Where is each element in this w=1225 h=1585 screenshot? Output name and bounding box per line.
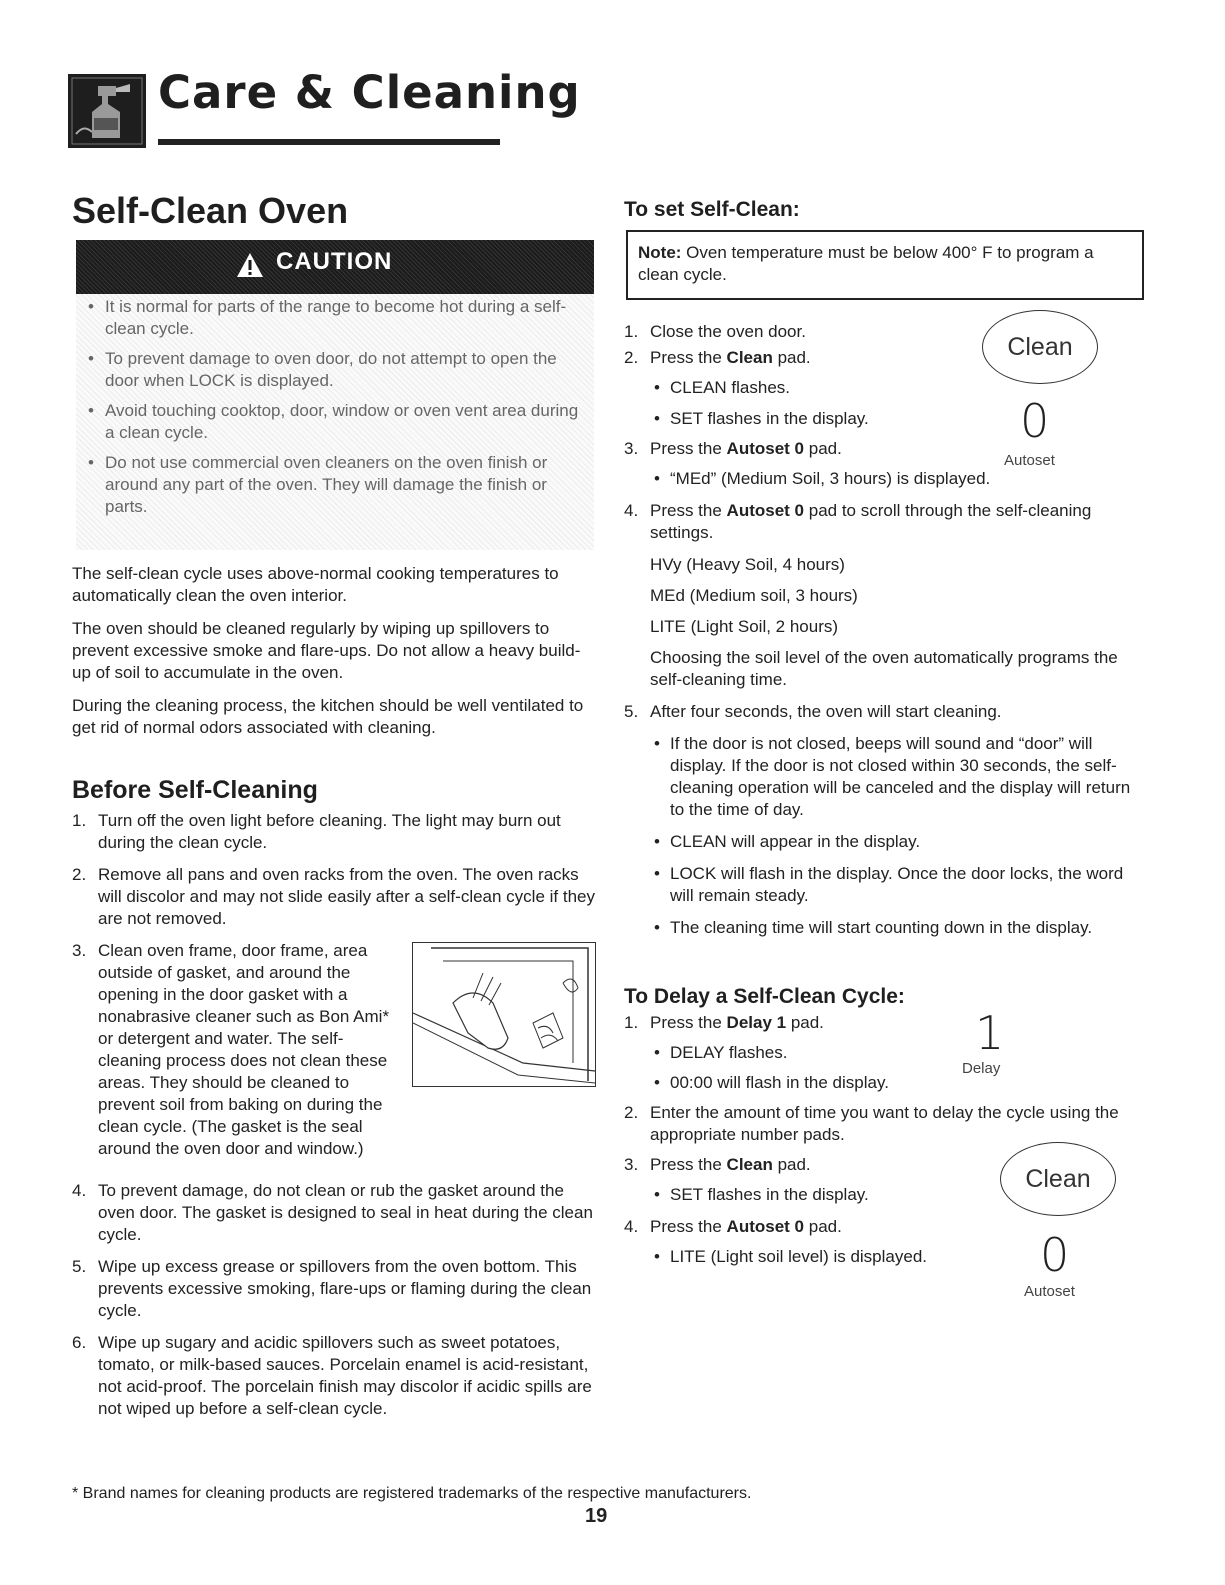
list-item: • The cleaning time will start counting down in the display. [650, 917, 1144, 939]
list-item [624, 1102, 1144, 1146]
list-item: • DELAY flashes. [650, 1042, 1144, 1064]
step-text: Press the [650, 439, 727, 458]
bullet-list [650, 377, 1144, 430]
step-text: pad. [786, 1013, 824, 1032]
list-item [72, 1256, 597, 1322]
step-text: Press the [650, 348, 727, 367]
trademark-footnote: * Brand names for cleaning products are registered trademarks of the respective manufacturers. [72, 1485, 752, 1502]
step-text: Turn off the oven light before cleaning. The light may burn out during the clean cycle. [98, 811, 561, 852]
delay-pad-caption: Delay [962, 1060, 1001, 1077]
soil-level-note: Choosing the soil level of the oven automatically programs the self-cleaning time. [650, 648, 1118, 689]
list-item: • “MEd” (Medium Soil, 3 hours) is displayed. [650, 468, 1144, 490]
step-text: pad. [804, 1217, 842, 1236]
list-item: • SET flashes in the display. [650, 1184, 1144, 1206]
page-heading: Self-Clean Oven [72, 190, 349, 231]
note-body: Oven temperature must be below 400° F to program a clean cycle. [638, 243, 1094, 284]
step-number: 1. [72, 811, 87, 830]
list-item: • SET flashes in the display. [650, 408, 1144, 430]
step-text: Press the [650, 1217, 727, 1236]
autoset-pad-caption: Autoset [1004, 452, 1055, 469]
step-text: Enter the amount of time you want to delay the cycle using the appropriate number pads. [650, 1103, 1119, 1144]
list-item [72, 1332, 597, 1420]
pad-name: Clean [726, 348, 773, 367]
step-number: 5. [72, 1257, 87, 1276]
list-item [624, 438, 1144, 490]
caution-item: • Do not use commercial oven cleaners on the oven finish or around any part of the oven. They will damage the finish or parts. [80, 452, 580, 518]
section-title: Care & Cleaning [158, 66, 581, 119]
care-cleaning-icon [68, 74, 146, 148]
soil-level: MEd (Medium soil, 3 hours) [650, 586, 858, 605]
step-text: Wipe up sugary and acidic spillovers such as sweet potatoes, tomato, or milk-based sauces. Porcelain enamel is acid-resistant, not acid-proof. The porcelain finish may discolor if acidic spills are not wiped up before a self-clean cycle. [98, 1333, 592, 1418]
pad-name: Autoset 0 [726, 1217, 805, 1236]
autoset-pad-caption: Autoset [1024, 1283, 1075, 1300]
intro-paragraph: The oven should be cleaned regularly by wiping up spillovers to prevent excessive smoke and flare-ups. Do not allow a heavy build-up of soil to accumulate in the oven. [72, 619, 581, 682]
bullet-list [650, 1246, 1144, 1268]
set-steps-list [624, 321, 1144, 939]
step-number: 4. [624, 1217, 639, 1236]
clean-pad: Clean [982, 310, 1098, 384]
list-item: • If the door is not closed, beeps will sound and “door” will display. If the door is not closed within 30 seconds, the self-cleaning operation will be canceled and the display will return to the time of day. [650, 733, 1144, 821]
step-text: After four seconds, the oven will start cleaning. [650, 702, 1002, 721]
list-item: • LITE (Light soil level) is displayed. [650, 1246, 1144, 1268]
delay-self-clean-heading: To Delay a Self-Clean Cycle: [624, 985, 905, 1008]
caution-list [80, 296, 580, 526]
list-item: • LOCK will flash in the display. Once the door locks, the word will remain steady. [650, 863, 1144, 907]
caution-title: CAUTION [276, 248, 393, 275]
step-text: Press the [650, 1013, 727, 1032]
soil-level: LITE (Light Soil, 2 hours) [650, 617, 839, 636]
before-self-cleaning-heading: Before Self-Cleaning [72, 776, 318, 804]
bullet-list [650, 733, 1144, 939]
set-self-clean-heading: To set Self-Clean: [624, 198, 800, 221]
step-number: 3. [624, 1155, 639, 1174]
step-number: 4. [72, 1181, 87, 1200]
intro-paragraph: During the cleaning process, the kitchen should be well ventilated to get rid of normal odors associated with cleaning. [72, 696, 584, 737]
title-underline [158, 139, 500, 145]
step-text: pad. [804, 439, 842, 458]
step-text: Close the oven door. [650, 322, 806, 341]
pad-name: Autoset 0 [726, 501, 805, 520]
pad-name: Clean [726, 1155, 773, 1174]
pad-name: Autoset 0 [726, 439, 805, 458]
before-steps-list [72, 1180, 597, 1420]
note-label: Note: [638, 243, 682, 262]
step-text: Remove all pans and oven racks from the oven. The oven racks will discolor and may not slide easily after a self-clean cycle if they are not removed. [98, 865, 595, 928]
before-steps-list [72, 940, 392, 1160]
caution-item: • To prevent damage to oven door, do not attempt to open the door when LOCK is displayed. [80, 348, 580, 392]
bullet-list [650, 468, 1144, 490]
list-item [624, 1006, 1144, 1094]
autoset-pad-digit: 0 [1020, 394, 1050, 448]
step-number: 2. [624, 1103, 639, 1122]
step-number: 3. [72, 941, 87, 960]
step-number: 1. [624, 322, 639, 341]
step-number: 2. [72, 865, 87, 884]
step-text: Wipe up excess grease or spillovers from the oven bottom. This prevents excessive smoking, flare-ups or flaming during the clean cycle. [98, 1257, 592, 1320]
step-number: 1. [624, 1013, 639, 1032]
soil-level: HVy (Heavy Soil, 4 hours) [650, 555, 845, 574]
step-number: 2. [624, 348, 639, 367]
step-text: pad to scroll through the self-cleaning settings. [650, 501, 1092, 542]
list-item: • CLEAN flashes. [650, 377, 1144, 399]
list-item [624, 701, 1144, 939]
step-number: 5. [624, 702, 639, 721]
list-item [72, 1180, 597, 1246]
caution-item: • It is normal for parts of the range to become hot during a self-clean cycle. [80, 296, 580, 340]
step-text: pad. [772, 1155, 811, 1174]
step-text: Press the [650, 1155, 727, 1174]
step-text: Press the [650, 501, 727, 520]
page-number: 19 [585, 1505, 608, 1527]
step-text: To prevent damage, do not clean or rub the gasket around the oven door. The gasket is designed to seal in heat during the clean cycle. [98, 1181, 593, 1244]
delay-pad-digit: 1 [975, 1006, 1005, 1060]
note-text [638, 242, 1133, 286]
pad-name: Delay 1 [726, 1013, 787, 1032]
set-steps [624, 321, 1144, 939]
list-item [72, 940, 392, 1160]
list-item [72, 864, 597, 930]
list-item [624, 500, 1144, 691]
step-number: 6. [72, 1333, 87, 1352]
clean-pad: Clean [1000, 1142, 1116, 1216]
step-number: 3. [624, 439, 639, 458]
intro-paragraph: The self-clean cycle uses above-normal cooking temperatures to automatically clean the oven interior. [72, 564, 559, 605]
step-number: 4. [624, 501, 639, 520]
list-item: • CLEAN will appear in the display. [650, 831, 1144, 853]
bullet-list [650, 1042, 1144, 1094]
gasket-cleaning-illustration [412, 942, 596, 1087]
autoset-pad-digit: 0 [1040, 1228, 1070, 1282]
step-text: pad. [772, 348, 811, 367]
step-text: Clean oven frame, door frame, area outside of gasket, and around the opening in the door gasket with a nonabrasive cleaner such as Bon Ami* or detergent and water. The self-cleaning process does not clean these areas. They should be cleaned to prevent soil from baking on during the clean cycle. (The gasket is the seal around the oven door and window.) [98, 941, 390, 1158]
list-item: • 00:00 will flash in the display. [650, 1072, 1144, 1094]
warning-icon [236, 252, 264, 283]
before-steps-list [72, 810, 597, 940]
list-item [72, 810, 597, 854]
caution-item: • Avoid touching cooktop, door, window or oven vent area during a clean cycle. [80, 400, 580, 444]
